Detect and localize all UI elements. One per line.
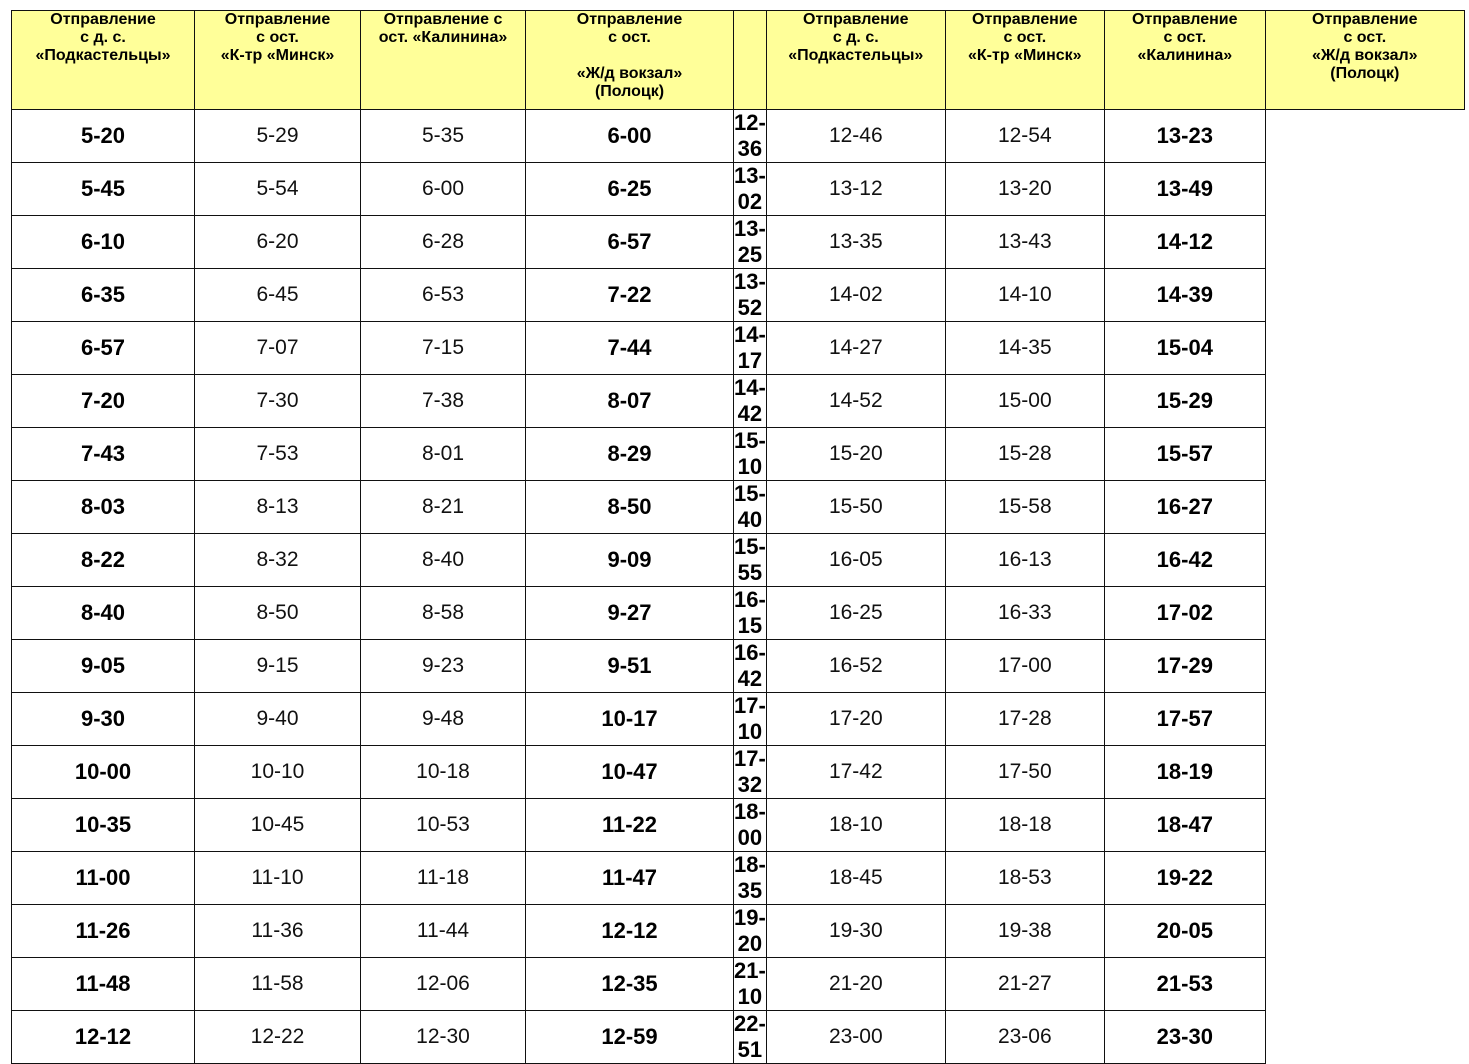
time-cell: 17-57 [1104,693,1265,746]
time-cell: 11-00 [12,852,195,905]
time-cell: 12-22 [195,1011,361,1064]
time-cell: 12-12 [526,905,734,958]
time-cell: 13-49 [1104,163,1265,216]
time-cell: 8-40 [361,534,526,587]
time-cell: 6-25 [526,163,734,216]
time-cell: 15-28 [945,428,1104,481]
table-row [12,481,1465,534]
time-cell: 5-54 [195,163,361,216]
time-cell: 17-00 [945,640,1104,693]
table-row [12,958,1465,1011]
col-header-vokzal-2: Отправление с ост. «Ж/д вокзал» (Полоцк) [1265,11,1464,110]
time-cell: 5-35 [361,110,526,163]
time-cell: 6-20 [195,216,361,269]
time-cell: 11-18 [361,852,526,905]
time-cell: 6-35 [12,269,195,322]
time-cell: 15-00 [945,375,1104,428]
table-row [12,375,1465,428]
time-cell: 16-05 [766,534,945,587]
time-cell: 12-59 [526,1011,734,1064]
time-cell: 13-02 [734,163,766,214]
time-cell: 15-50 [766,481,945,534]
time-cell: 18-10 [766,799,945,852]
table-row [12,799,1465,852]
time-cell: 23-00 [766,1011,945,1064]
table-row [12,110,1465,163]
time-cell: 8-07 [526,375,734,428]
time-cell: 13-35 [766,216,945,269]
time-cell: 7-53 [195,428,361,481]
table-row [12,693,1465,746]
time-cell: 10-10 [195,746,361,799]
time-cell: 13-25 [734,216,766,267]
time-cell: 9-23 [361,640,526,693]
time-cell: 16-15 [734,587,766,638]
time-cell: 7-44 [526,322,734,375]
time-cell: 19-20 [734,905,766,956]
time-cell: 14-35 [945,322,1104,375]
time-cell: 11-58 [195,958,361,1011]
time-cell: 15-40 [734,481,766,532]
time-cell: 12-30 [361,1011,526,1064]
time-cell: 11-10 [195,852,361,905]
time-cell: 18-53 [945,852,1104,905]
time-cell: 13-20 [945,163,1104,216]
time-cell: 8-29 [526,428,734,481]
time-cell: 15-04 [1104,322,1265,375]
time-cell: 15-10 [734,428,766,479]
time-cell: 9-15 [195,640,361,693]
time-cell: 14-02 [766,269,945,322]
time-cell: 9-48 [361,693,526,746]
time-cell: 9-05 [12,640,195,693]
time-cell: 13-23 [1104,110,1265,163]
time-cell: 18-18 [945,799,1104,852]
time-cell: 10-18 [361,746,526,799]
time-cell: 10-45 [195,799,361,852]
time-cell: 23-30 [1104,1011,1265,1064]
time-cell: 16-42 [734,640,766,691]
time-cell: 19-30 [766,905,945,958]
table-row [12,534,1465,587]
time-cell: 5-29 [195,110,361,163]
time-cell: 9-51 [526,640,734,693]
time-cell: 14-10 [945,269,1104,322]
time-cell: 6-57 [526,216,734,269]
time-cell: 17-02 [1104,587,1265,640]
time-cell: 7-30 [195,375,361,428]
time-cell: 6-28 [361,216,526,269]
time-cell: 15-20 [766,428,945,481]
time-cell: 18-35 [734,852,766,903]
time-cell: 22-51 [734,1011,766,1062]
time-cell: 8-50 [526,481,734,534]
time-cell: 12-12 [12,1011,195,1064]
column-separator [734,11,767,110]
col-header-podkastelcy-2: Отправление с д. с. «Подкастельцы» [766,11,945,110]
time-cell: 7-22 [526,269,734,322]
time-cell: 11-44 [361,905,526,958]
col-header-minsk-2: Отправление с ост. «К-тр «Минск» [945,11,1104,110]
bus-timetable [11,10,1465,1064]
time-cell: 18-19 [1104,746,1265,799]
time-cell: 12-36 [734,110,766,161]
time-cell: 18-45 [766,852,945,905]
time-cell: 14-27 [766,322,945,375]
time-cell: 14-42 [734,375,766,426]
col-header-vokzal-1: Отправление с ост. «Ж/д вокзал» (Полоцк) [526,11,734,110]
time-cell: 18-47 [1104,799,1265,852]
time-cell: 12-06 [361,958,526,1011]
time-cell: 7-07 [195,322,361,375]
table-row [12,852,1465,905]
time-cell: 7-38 [361,375,526,428]
time-cell: 11-26 [12,905,195,958]
timetable-body [12,110,1465,1064]
time-cell: 13-43 [945,216,1104,269]
time-cell: 8-58 [361,587,526,640]
time-cell: 21-20 [766,958,945,1011]
time-cell: 13-12 [766,163,945,216]
col-header-minsk-1: Отправление с ост. «К-тр «Минск» [195,11,361,110]
timetable-container [11,10,1465,1064]
time-cell: 6-53 [361,269,526,322]
time-cell: 14-17 [734,322,766,373]
table-row [12,428,1465,481]
time-cell: 19-38 [945,905,1104,958]
time-cell: 16-13 [945,534,1104,587]
time-cell: 23-06 [945,1011,1104,1064]
time-cell: 12-35 [526,958,734,1011]
table-row [12,905,1465,958]
time-cell: 11-36 [195,905,361,958]
time-cell: 11-48 [12,958,195,1011]
table-row [12,269,1465,322]
time-cell: 7-20 [12,375,195,428]
time-cell: 15-55 [734,534,766,585]
time-cell: 14-39 [1104,269,1265,322]
time-cell: 17-20 [766,693,945,746]
time-cell: 6-00 [526,110,734,163]
time-cell: 18-00 [734,799,766,850]
time-cell: 9-30 [12,693,195,746]
time-cell: 14-52 [766,375,945,428]
time-cell: 10-47 [526,746,734,799]
time-cell: 9-40 [195,693,361,746]
table-row [12,163,1465,216]
time-cell: 6-00 [361,163,526,216]
time-cell: 17-42 [766,746,945,799]
time-cell: 13-52 [734,269,766,320]
time-cell: 16-25 [766,587,945,640]
time-cell: 8-50 [195,587,361,640]
header-row [12,11,1465,110]
table-row [12,587,1465,640]
time-cell: 17-10 [734,693,766,744]
time-cell: 8-40 [12,587,195,640]
time-cell: 11-47 [526,852,734,905]
time-cell: 12-54 [945,110,1104,163]
time-cell: 8-03 [12,481,195,534]
col-header-kalinina-1: Отправление с ост. «Калинина» [361,11,526,110]
time-cell: 17-28 [945,693,1104,746]
table-row [12,640,1465,693]
table-row [12,216,1465,269]
table-row [12,746,1465,799]
time-cell: 6-10 [12,216,195,269]
time-cell: 16-33 [945,587,1104,640]
col-header-kalinina-2: Отправление с ост. «Калинина» [1104,11,1265,110]
time-cell: 14-12 [1104,216,1265,269]
time-cell: 21-10 [734,958,766,1009]
time-cell: 7-43 [12,428,195,481]
time-cell: 21-27 [945,958,1104,1011]
time-cell: 8-21 [361,481,526,534]
time-cell: 15-57 [1104,428,1265,481]
col-header-podkastelcy-1: Отправление с д. с. «Подкастельцы» [12,11,195,110]
time-cell: 9-09 [526,534,734,587]
time-cell: 10-00 [12,746,195,799]
time-cell: 15-58 [945,481,1104,534]
time-cell: 12-46 [766,110,945,163]
time-cell: 8-13 [195,481,361,534]
time-cell: 10-35 [12,799,195,852]
time-cell: 8-32 [195,534,361,587]
time-cell: 19-22 [1104,852,1265,905]
time-cell: 16-27 [1104,481,1265,534]
time-cell: 15-29 [1104,375,1265,428]
time-cell: 5-20 [12,110,195,163]
time-cell: 6-57 [12,322,195,375]
time-cell: 8-01 [361,428,526,481]
time-cell: 10-17 [526,693,734,746]
time-cell: 21-53 [1104,958,1265,1011]
time-cell: 16-52 [766,640,945,693]
time-cell: 6-45 [195,269,361,322]
time-cell: 20-05 [1104,905,1265,958]
table-row [12,322,1465,375]
time-cell: 7-15 [361,322,526,375]
time-cell: 17-50 [945,746,1104,799]
table-row [12,1011,1465,1064]
time-cell: 5-45 [12,163,195,216]
time-cell: 17-32 [734,746,766,797]
time-cell: 17-29 [1104,640,1265,693]
time-cell: 16-42 [1104,534,1265,587]
time-cell: 8-22 [12,534,195,587]
time-cell: 11-22 [526,799,734,852]
time-cell: 9-27 [526,587,734,640]
time-cell: 10-53 [361,799,526,852]
